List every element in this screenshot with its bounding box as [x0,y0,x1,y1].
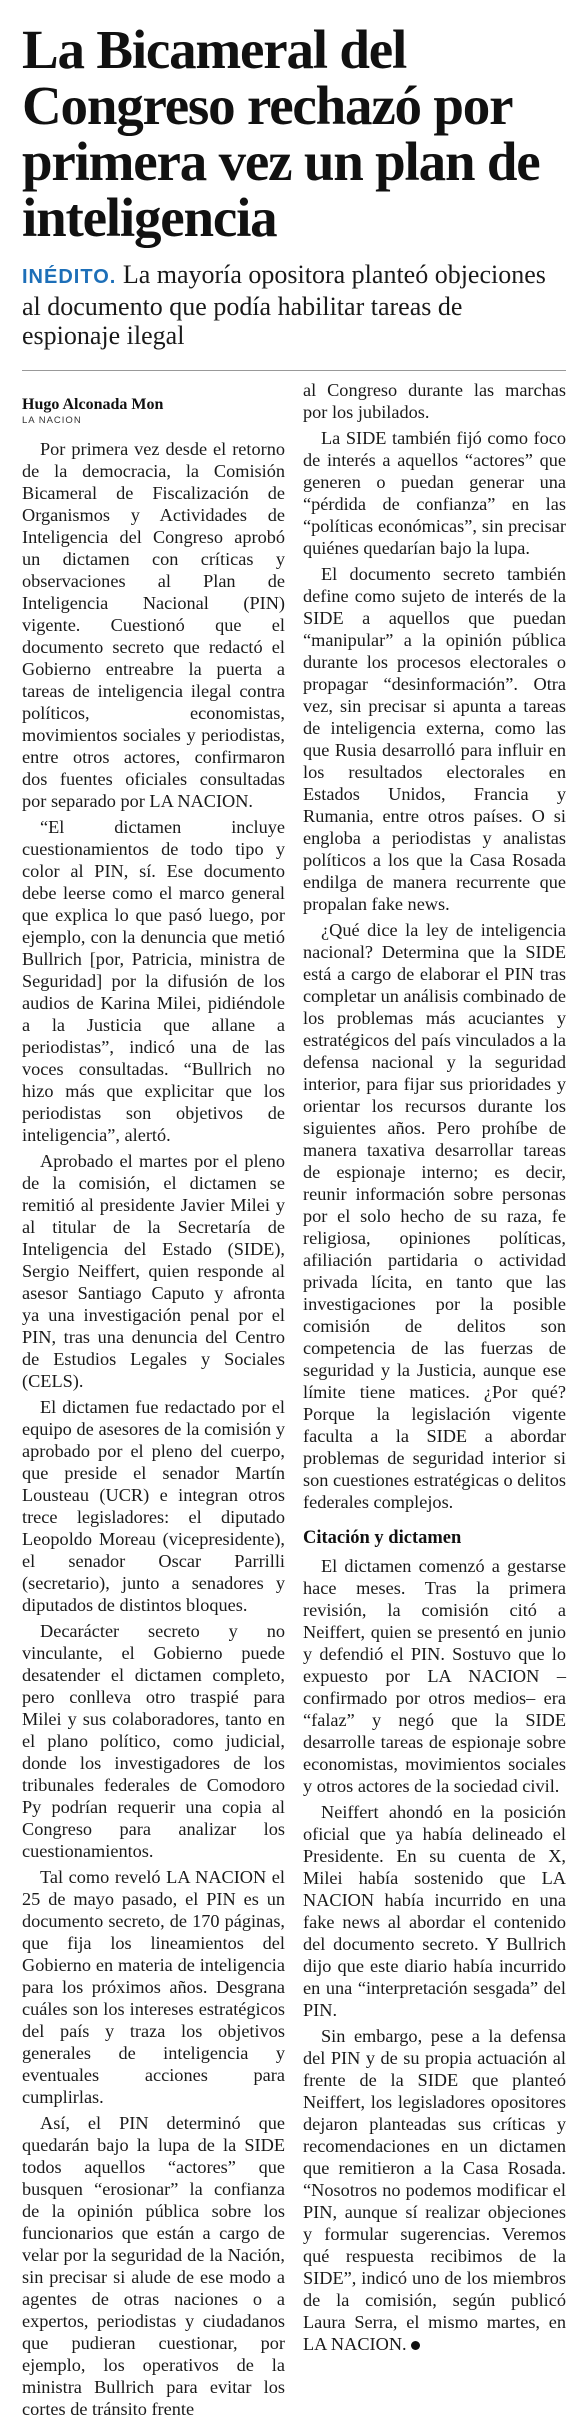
paragraph-text: Sin embargo, pese a la defensa del PIN y de su propia actuación al frente de la SIDE que planteó Neiffert, los legisladores opositores dejaron planteadas sus críticas y recomendaciones en un dictamen que remitieron a la Casa Rosada. “Nosotros no podemos modificar el PIN, aunque sí realizar objeciones y formular sugerencias. Veremos qué respuesta recibimos de la SIDE”, indicó uno de los miembros de la comisión, según publicó Laura Serra, el mismo martes, en LA NACION. [303,2026,566,2354]
deck-text: La mayoría opositora planteó objeciones al documento que podía habilitar tareas de espionaje ilegal [22,260,546,350]
deck-kicker: INÉDITO. [22,266,117,288]
paragraph: Neiffert ahondó en la posición oficial que ya había delineado el Presidente. En su cuenta de X, Milei había sostenido que LA NACION había incurrido en una fake news al abordar el contenido del documento secreto. Y Bullrich dijo que este diario había incurrido en una “interpretación sesgada” del PIN. [303,1802,566,2020]
paragraph: “El dictamen incluye cuestionamientos de todo tipo y color al PIN, sí. Ese documento debe leerse como el marco general que explica lo que pasó luego, por ejemplo, con la denuncia que metió Bullrich [por, Patricia, ministra de Seguridad] por la difusión de los audios de Karina Milei, pidiéndole a la Justicia que allane a periodistas”, indicó una de las voces consultadas. “Bullrich no hizo más que explicitar que los periodistas son objetivos de inteligencia”, alertó. [22,817,285,1145]
divider [22,370,566,371]
headline: La Bicameral del Congreso rechazó por primera vez un plan de inteligencia [22,19,540,248]
byline-credit: LA NACION [22,415,82,426]
paragraph: ¿Qué dice la ley de inteligencia nacional? Determina que la SIDE está a cargo de elaborar el PIN tras completar un análisis combinado de los problemas más acuciantes y estratégicos del país vinculados a la defensa nacional y la seguridad interior, para fijar sus prioridades y orientar los recursos durante los siguientes años. Pero prohíbe de manera taxativa desarrollar tareas de espionaje interno; es decir, reunir información sobre personas por el solo hecho de su raza, fe religiosa, opiniones políticas, afiliación partidaria o actividad privada lícita, en tanto que las investigaciones por la posible comisión de delitos son competencia de las fuerzas de seguridad y la Justicia, aunque ese límite tiene matices. ¿Por qué? Porque la legislación vigente faculta a la SIDE a abordar problemas de seguridad interior si son cuestiones estratégicas o delitos federales complejos. [303,920,566,1512]
end-mark-icon [411,2341,420,2350]
subheading: Citación y dictamen [303,1528,462,1548]
paragraph: Aprobado el martes por el pleno de la comisión, el dictamen se remitió al presidente Javier Milei y al titular de la Secretaría de Inteligencia del Estado (SIDE), Sergio Neiffert, quien responde al asesor Santiago Caputo y afronta ya una investigación penal por el PIN, tras una denuncia del Centro de Estudios Legales y Sociales (CELS). [22,1151,285,1391]
deck [22,260,566,350]
paragraph [303,2025,566,2355]
article-body [22,379,566,2424]
paragraph: Tal como reveló LA NACION el 25 de mayo pasado, el PIN es un documento secreto, de 170 páginas, que fija los lineamientos del Gobierno en materia de inteligencia para los próximos años. Desgrana cuáles son los intereses estratégicos del país y traza los objetivos generales de inteligencia y eventuales acciones para cumplirlas. [22,1867,285,2107]
paragraph: El documento secreto también define como sujeto de interés de la SIDE a aquellos que puedan “manipular” a la opinión pública durante los procesos electorales o propagar “desinformación”. Otra vez, sin precisar si apunta a tareas de inteligencia externa, como las que Rusia desarrolló para influir en los resultados electorales en Estados Unidos, Francia y Rumania, entre otros países. O si engloba a periodistas y analistas políticos a los que la Casa Rosada endilga de manera recurrente que propalan fake news. [303,564,566,914]
paragraph: La SIDE también fijó como foco de interés a aquellos “actores” que generen o puedan generar una “pérdida de confianza” en las “políticas económicas”, sin precisar quiénes quedarían bajo la lupa. [303,428,566,558]
paragraph: El dictamen comenzó a gestarse hace meses. Tras la primera revisión, la comisión citó a Neiffert, quien se presentó en junio y defendió el PIN. Sostuvo que lo expuesto por LA NACION –confirmado por otros medios– era “falaz” y negó que la SIDE desarrolle tareas de espionaje sobre economistas, movimientos sociales y otros actores de la sociedad civil. [303,1556,566,1796]
paragraph: Así, el PIN determinó que quedarán bajo la lupa de la SIDE todos aquellos “actores” que busquen “erosionar” la confianza de la opinión pública sobre los funcionarios que están a cargo de velar por la seguridad de la Nación, sin precisar si alude de ese modo a agentes de otras naciones o a expertos, periodistas y ciudadanos que pudieran cuestionar, por ejemplo, los operativos de la ministra Bullrich para evitar los cortes de tránsito frente [22,2113,285,2419]
paragraph: al Congreso durante las marchas por los jubilados. [303,380,566,422]
paragraph: El dictamen fue redactado por el equipo de asesores de la comisión y aprobado por el pleno del cuerpo, que preside el senador Martín Lousteau (UCR) e integran otros trece legisladores: el diputado Leopoldo Moreau (vicepresidente), el senador Oscar Parrilli (secretario), junto a senadores y diputados de distintos bloques. [22,1397,285,1615]
left-column [22,379,285,2424]
paragraph: Por primera vez desde el retorno de la democracia, la Comisión Bicameral de Fiscalización de Organismos y Actividades de Inteligencia del Congreso aprobó un dictamen con críticas y observaciones al Plan de Inteligencia Nacional (PIN) vigente. Cuestionó que el documento secreto que redactó el Gobierno entreabre la puerta a tareas de inteligencia ilegal contra políticos, economistas, movimientos sociales y periodistas, entre otros actores, confirmaron dos fuentes oficiales consultadas por separado por LA NACION. [22,439,285,811]
byline: Hugo Alconada Mon [22,396,164,413]
paragraph: Decarácter secreto y no vinculante, el Gobierno puede desatender el dictamen completo, pero conlleva otro traspié para Milei y sus colaboradores, tanto en el plano político, como judicial, donde los investigadores de los tribunales federales de Comodoro Py podrían requerir una copia al Congreso para analizar los cuestionamientos. [22,1621,285,1861]
right-column [303,379,566,2424]
